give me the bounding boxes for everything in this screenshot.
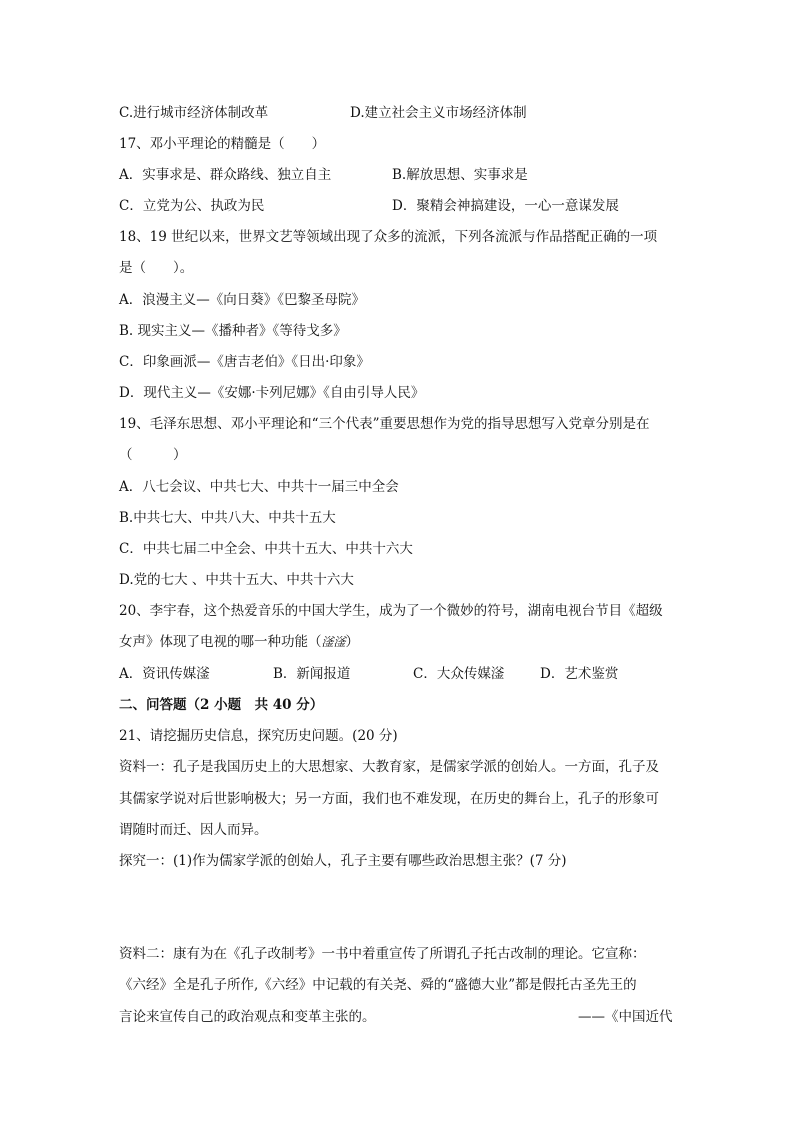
q17-option-b: B.解放思想、实事求是 <box>392 167 528 183</box>
q17-option-d: D．聚精会神搞建设，一心一意谋发展 <box>392 198 619 214</box>
q18-option-d: D．现代主义—《安娜·卡列尼娜》《自由引导人民》 <box>119 385 425 401</box>
q17-option-a: A．实事求是、群众路线、独立自主 <box>119 167 332 183</box>
q18-option-b: B. 现实主义—《播种者》《等待戈多》 <box>119 323 347 339</box>
section-heading: 二、问答题（2 小题 共 40 分） <box>119 697 324 713</box>
q16-option-d: D.建立社会主义市场经济体制 <box>350 105 527 121</box>
q19-option-d: D.党的七大 、中共十五大、中共十六大 <box>119 572 354 588</box>
q21-material1-line3: 谓随时而迁、因人而异。 <box>119 822 268 838</box>
q20-option-c: C．大众传媒滏 <box>413 666 505 682</box>
q18-stem-line2: 是（ ）。 <box>119 260 194 276</box>
q21-material1-line1: 资料一：孔子是我国历史上的大思想家、大教育家，是儒家学派的创始人。一方面，孔子及 <box>119 759 659 775</box>
q19-option-c: C．中共七届二中全会、中共十五大、中共十六大 <box>119 541 413 557</box>
q20-stem-close: ） <box>345 634 360 650</box>
q21-material2-line1: 资料二：康有为在《孔子改制考》一书中着重宣传了所谓孔子托古改制的理论。它宣称： <box>119 946 646 962</box>
q19-stem-line1: 19、毛泽东思想、邓小平理论和“三个代表”重要思想作为党的指导思想写入党章分别是在 <box>119 416 650 432</box>
q18-option-a: A．浪漫主义—《向日葵》《巴黎圣母院》 <box>119 292 365 308</box>
q19-option-b: B.中共七大、中共八大、中共十五大 <box>119 510 336 526</box>
q20-stem-mark: 滏滏 <box>321 635 346 649</box>
q21-material1-line2: 其儒家学说对后世影响极大；另一方面，我们也不难发现，在历史的舞台上，孔子的形象可 <box>119 791 659 807</box>
q20-stem-line1: 20、李宇春，这个热爱音乐的中国大学生，成为了一个微妙的符号，湖南电视台节目《超级 <box>119 603 663 619</box>
q20-stem-line2 <box>119 632 359 652</box>
q16-option-c: C.进行城市经济体制改革 <box>119 105 269 121</box>
q17-option-c: C．立党为公、执政为民 <box>119 198 265 214</box>
q20-option-d: D．艺术鉴赏 <box>540 666 619 682</box>
q17-stem: 17、邓小平理论的精髓是（ ） <box>119 136 326 152</box>
q18-stem-line1: 18、19 世纪以来，世界文艺等领域出现了众多的流派，下列各流派与作品搭配正确的一项 <box>119 229 658 245</box>
q21-material2-line2: 《六经》全是孔子所作,《六经》中记载的有关尧、舜的“盛德大业”都是假托古圣先王的 <box>119 977 637 993</box>
q20-option-b: B．新闻报道 <box>273 666 351 682</box>
q21-stem: 21、请挖掘历史信息，探究历史问题。(20 分) <box>119 728 398 744</box>
q18-option-c: C．印象画派—《唐吉老伯》《日出·印象》 <box>119 354 370 370</box>
q20-stem-text: 女声》体现了电视的哪一种功能（ <box>119 634 322 650</box>
q19-option-a: A．八七会议、中共七大、中共十一届三中全会 <box>119 479 399 495</box>
q21-explore1: 探究一：(1)作为儒家学派的创始人，孔子主要有哪些政治思想主张？(7 分) <box>119 853 567 869</box>
q19-stem-line2: （ ） <box>119 447 187 463</box>
q21-material2-source: ——《中国近代 <box>578 1009 673 1025</box>
q21-material2-line3: 言论来宣传自己的政治观点和变革主张的。 <box>119 1009 376 1025</box>
q20-option-a: A．资讯传媒滏 <box>119 666 210 682</box>
